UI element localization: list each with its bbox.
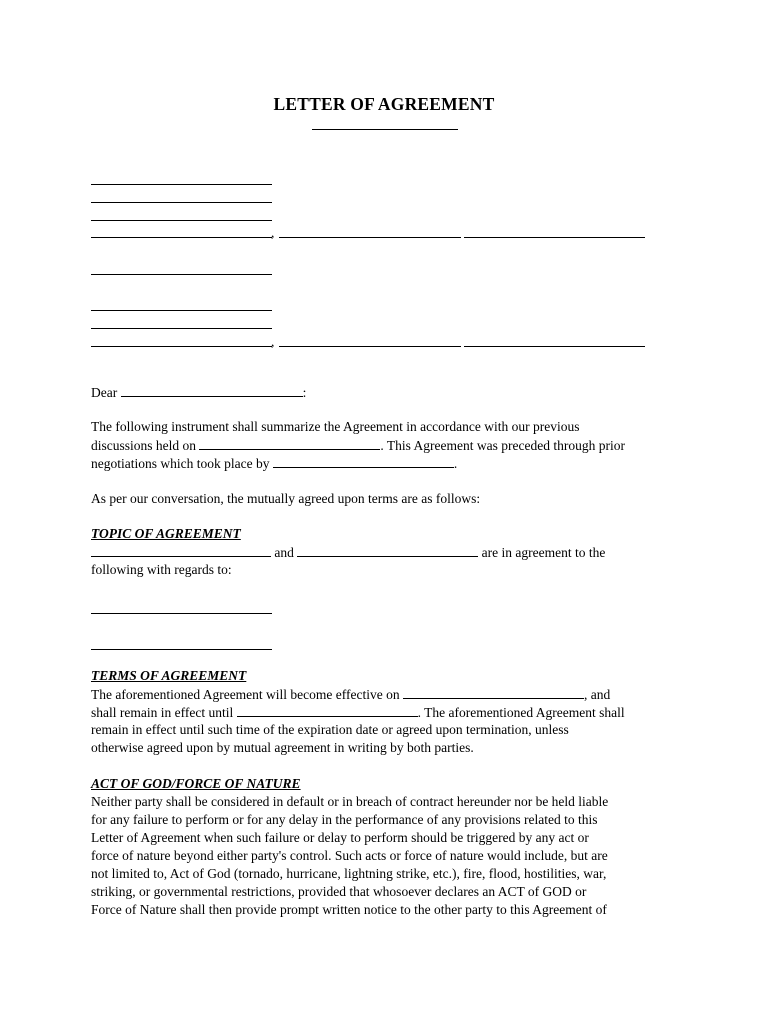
salutation-prefix: Dear bbox=[91, 385, 118, 400]
sender-name-line[interactable] bbox=[91, 184, 272, 185]
recipient-name-line[interactable] bbox=[91, 310, 272, 311]
terms-paragraph bbox=[91, 685, 681, 757]
date-line[interactable] bbox=[91, 274, 272, 275]
act-of-god-line: striking, or governmental restrictions, provided that whosoever declares an ACT of GOD or bbox=[91, 884, 587, 899]
sender-city-comma: , bbox=[271, 225, 275, 240]
effective-date-blank[interactable] bbox=[403, 685, 584, 699]
intro-line-1: The following instrument shall summarize the Agreement in accordance with our previous bbox=[91, 419, 580, 434]
conversation-text: As per our conversation, the mutually agreed upon terms are as follows: bbox=[91, 491, 481, 506]
intro-line-2 bbox=[91, 436, 681, 454]
recipient-city-comma: , bbox=[271, 334, 275, 349]
topic-detail-line-2[interactable] bbox=[91, 649, 272, 650]
terms-line-4: otherwise agreed upon by mutual agreement in writing by both parties. bbox=[91, 740, 474, 755]
topic-heading: TOPIC OF AGREEMENT bbox=[91, 526, 241, 541]
act-of-god-line: Neither party shall be considered in default or in breach of contract hereunder nor be held liable bbox=[91, 794, 609, 809]
act-of-god-line: force of nature beyond either party's control. Such acts or force of nature would include, but are bbox=[91, 848, 608, 863]
act-of-god-line: Letter of Agreement when such failure or delay to perform should be triggered by any act or bbox=[91, 830, 589, 845]
recipient-street-line[interactable] bbox=[91, 328, 272, 329]
sender-company-line[interactable] bbox=[91, 202, 272, 203]
recipient-city-line[interactable] bbox=[91, 346, 272, 347]
recipient-state-line[interactable] bbox=[279, 346, 461, 347]
negotiation-date-blank[interactable] bbox=[273, 454, 454, 468]
terms-line-2-suffix: . The aforementioned Agreement shall bbox=[417, 705, 625, 720]
expiration-date-blank[interactable] bbox=[237, 703, 418, 717]
party-two-blank[interactable] bbox=[297, 543, 478, 557]
sender-state-line[interactable] bbox=[279, 237, 461, 238]
terms-line-3: remain in effect until such time of the expiration date or agreed upon termination, unless bbox=[91, 722, 569, 737]
intro-line-2-suffix: . This Agreement was preceded through prior bbox=[380, 438, 625, 453]
terms-line-1-prefix: The aforementioned Agreement will become effective on bbox=[91, 687, 400, 702]
topic-and: and bbox=[274, 545, 294, 560]
topic-line-2: following with regards to: bbox=[91, 562, 232, 577]
document-title: LETTER OF AGREEMENT bbox=[273, 94, 495, 114]
intro-line-2-prefix: discussions held on bbox=[91, 438, 197, 453]
terms-line-2-prefix: shall remain in effect until bbox=[91, 705, 234, 720]
intro-line-3-prefix: negotiations which took place by bbox=[91, 456, 270, 471]
sender-city-line[interactable] bbox=[91, 237, 272, 238]
topic-detail-line-1[interactable] bbox=[91, 613, 272, 614]
topic-line-1-suffix: are in agreement to the bbox=[481, 545, 606, 560]
salutation-suffix: : bbox=[302, 385, 307, 400]
act-of-god-paragraph bbox=[91, 793, 681, 919]
recipient-zip-line[interactable] bbox=[464, 346, 645, 347]
intro-line-3 bbox=[91, 454, 681, 472]
sender-street-line[interactable] bbox=[91, 220, 272, 221]
terms-heading: TERMS OF AGREEMENT bbox=[91, 668, 247, 683]
party-one-blank[interactable] bbox=[91, 543, 271, 557]
salutation-name-blank[interactable] bbox=[121, 383, 303, 397]
terms-line-2 bbox=[91, 703, 681, 721]
topic-line-1 bbox=[91, 543, 681, 561]
salutation bbox=[91, 383, 306, 402]
intro-line-3-suffix: . bbox=[453, 456, 458, 471]
act-of-god-line: not limited to, Act of God (tornado, hurricane, lightning strike, etc.), fire, flood, hostilities, war, bbox=[91, 866, 607, 881]
terms-line-1 bbox=[91, 685, 681, 703]
intro-paragraph bbox=[91, 418, 681, 472]
terms-line-1-suffix: , and bbox=[584, 687, 611, 702]
discussion-date-blank[interactable] bbox=[199, 436, 380, 450]
title-underline bbox=[312, 129, 458, 130]
act-of-god-line: for any failure to perform or for any delay in the performance of any provisions related to this bbox=[91, 812, 598, 827]
sender-zip-line[interactable] bbox=[464, 237, 645, 238]
act-of-god-line: Force of Nature shall then provide prompt written notice to the other party to this Agreement of bbox=[91, 902, 607, 917]
act-of-god-heading: ACT OF GOD/FORCE OF NATURE bbox=[91, 776, 301, 791]
topic-paragraph bbox=[91, 543, 681, 579]
